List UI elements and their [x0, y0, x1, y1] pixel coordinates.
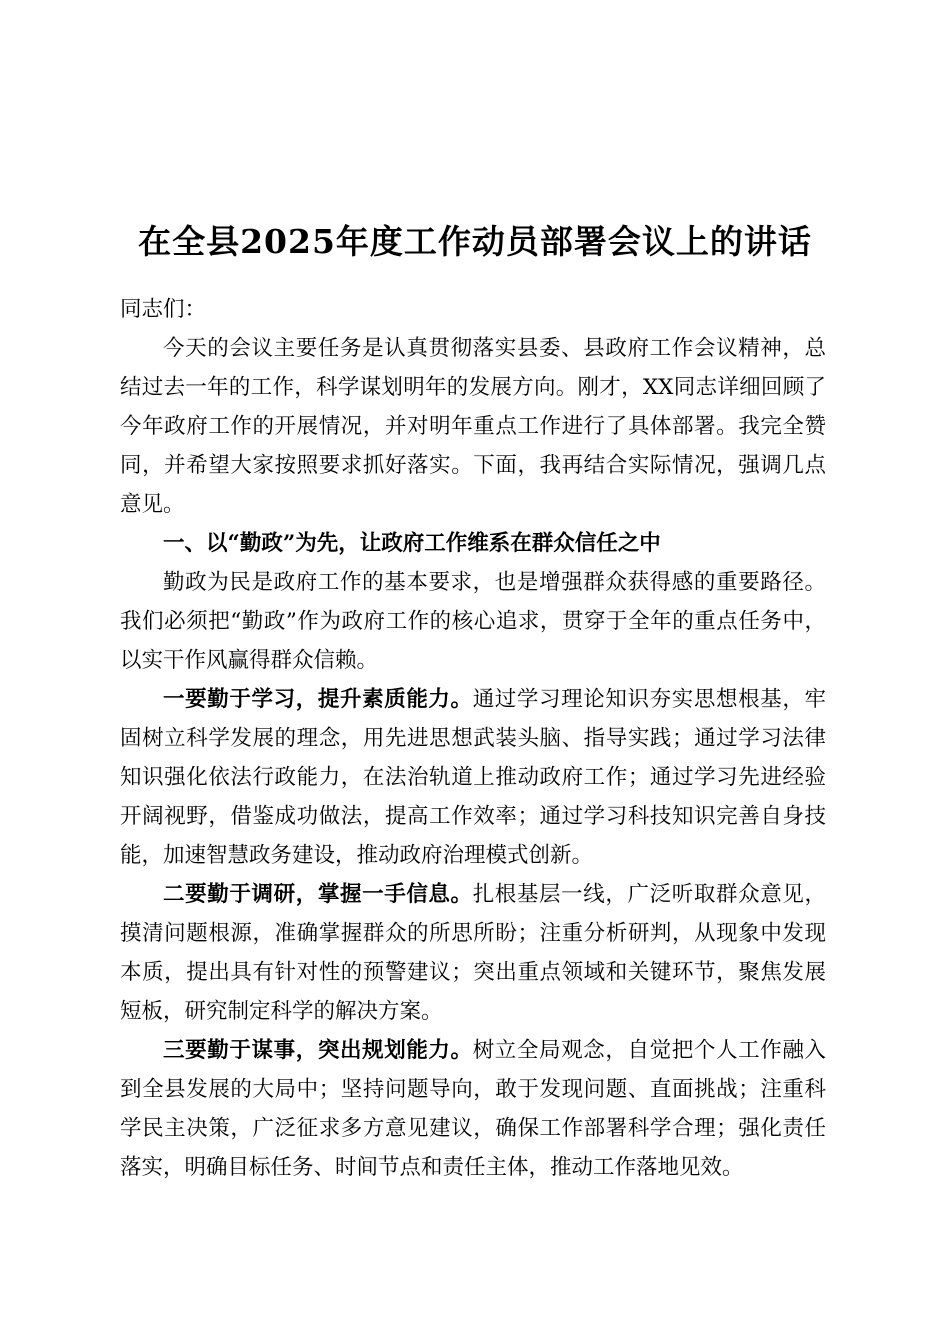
point-lead: 三要勤于谋事，突出规划能力。 — [163, 1038, 473, 1063]
point-lead: 一要勤于学习，提升素质能力。 — [163, 687, 473, 712]
point-text: 扎根基层一线，广泛听取群众意见，摸清问题根源，准确掌握群众的所思所盼；注重分析研判，从现象中发现本质，提出具有针对性的预警建议；突出重点领域和关键环节，聚焦发展短板，研究制定科学的解决方案。 — [120, 882, 826, 1024]
point-text: 树立全局观念，自觉把个人工作融入到全县发展的大局中；坚持问题导向，敢于发现问题、直面挑战；注重科学民主决策，广泛征求多方意见建议，确保工作部署科学合理；强化责任落实，明确目标任务、时间节点和责任主体，推动工作落地见效。 — [120, 1038, 826, 1180]
point-lead: 二要勤于调研，掌握一手信息。 — [163, 882, 473, 907]
greeting: 同志们： — [120, 297, 207, 322]
intro-paragraph: 今天的会议主要任务是认真贯彻落实县委、县政府工作会议精神，总结过去一年的工作，科学谋划明年的发展方向。刚才，XX同志详细回顾了今年政府工作的开展情况，并对明年重点工作进行了具体部署。我完全赞同，并希望大家按照要求抓好落实。下面，我再结合实际情况，强调几点意见。 — [120, 336, 826, 517]
section-paragraph: 勤政为民是政府工作的基本要求，也是增强群众获得感的重要路径。我们必须把“勤政”作为政府工作的核心追求，贯穿于全年的重点任务中，以实干作风赢得群众信赖。 — [120, 570, 826, 673]
point-text: 通过学习理论知识夯实思想根基，牢固树立科学发展的理念，用先进思想武装头脑、指导实践；通过学习法律知识强化依法行政能力，在法治轨道上推动政府工作；通过学习先进经验开阔视野，借鉴成功做法，提高工作效率；通过学习科技知识完善自身技能，加速智慧政务建设，推动政府治理模式创新。 — [120, 687, 826, 868]
point-paragraph — [120, 680, 826, 875]
point-paragraph — [120, 1031, 826, 1187]
section-heading: 一、以“勤政”为先，让政府工作维系在群众信任之中 — [163, 531, 661, 556]
point-paragraph — [120, 875, 826, 1031]
document-body — [120, 290, 826, 1187]
document-title: 在全县2025年度工作动员部署会议上的讲话 — [138, 222, 812, 262]
